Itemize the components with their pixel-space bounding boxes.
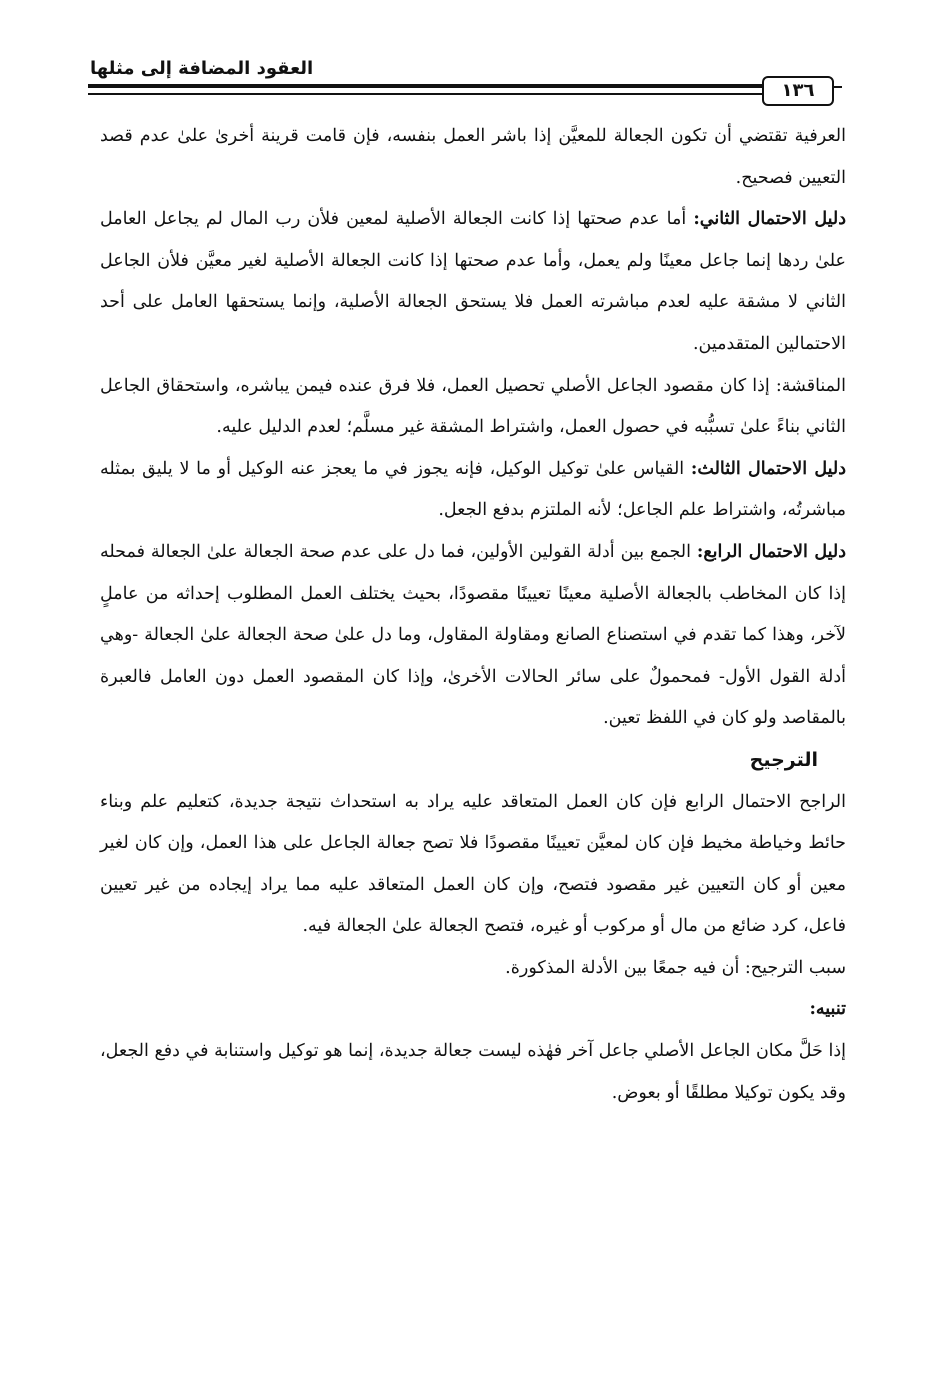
running-title: العقود المضافة إلى مثلها xyxy=(90,58,314,79)
heading-tarjih: الترجيح xyxy=(749,748,818,771)
paragraph-tarjih: الراجح الاحتمال الرابع فإن كان العمل المتعاقد عليه يراد به استحداث نتيجة جديدة، كتعليم علم وبناء حائط وخياطة مخيط فإن كان لمعيَّن تعيينًا مقصودًا فلا تصح جعالة الجاعل على هذا العمل، وإن كان لغير معين أو كان التعيين غير مقصود فتصح، وإن كان العمل المتعاقد عليه مما يراد إيجاده من غير تعيين فاعل، كرد ضائع من مال أو مركوب أو غيره، فتصح الجعالة علىٰ الجعالة فيه. xyxy=(100,791,846,937)
lead-fourth-possibility: دليل الاحتمال الرابع: xyxy=(696,541,846,562)
text-fourth-possibility: الجمع بين أدلة القولين الأولين، فما دل على عدم صحة الجعالة علىٰ الجعالة فمحله إذا كان المخاطب بالجعالة الأصلية معينًا تعيينًا مقصودًا، بحيث يختلف العمل المطلوب إحداثه من عاملٍ لآخر، وهذا كما تقدم في استصناع الصانع ومقاولة المقاول، وما دل علىٰ صحة الجعالة علىٰ الجعالة -وهي أدلة القول الأول- فمحمولٌ على سائر الحالات الأخرىٰ، وإذا كان المقصود العمل دون العامل فالعبرة بالمقاصد ولو كان في اللفظ تعين. xyxy=(100,541,846,729)
text-second-possibility: أما عدم صحتها إذا كانت الجعالة الأصلية لمعين فلأن رب المال لم يجاعل العامل علىٰ ردها إنما جاعل معينًا ولم يعمل، وأما عدم صحتها إذا كانت الجعالة الأصلية لغير معيَّن فلأن الجاعل الثاني لا مشقة عليه لعدم مباشرته العمل فلا يستحق الجعالة الأصلية، وإنما يستحقها العامل على أحد الاحتمالين المتقدمين. xyxy=(100,209,846,354)
page-number: ١٣٦ xyxy=(762,76,834,106)
header-rule-thick xyxy=(88,84,768,88)
lead-third-possibility: دليل الاحتمال الثالث: xyxy=(690,458,847,479)
page-body xyxy=(100,116,846,1114)
paragraph-tanbih: إذا حَلَّ مكان الجاعل الأصلي جاعل آخر فهٰذه ليست جعالة جديدة، إنما هو توكيل واستنابة في دفع الجعل، وقد يكون توكيلا مطلقًا أو بعوض. xyxy=(100,1041,846,1103)
paragraph-1: العرفية تقتضي أن تكون الجعالة للمعيَّن إذا باشر العمل بنفسه، فإن قامت قرينة أخرىٰ علىٰ عدم قصد التعيين فصحيح. xyxy=(100,126,846,188)
heading-tanbih: تنبيه: xyxy=(809,999,846,1020)
paragraph-discussion: المناقشة: إذا كان مقصود الجاعل الأصلي تحصيل العمل، فلا فرق عنده فيمن يباشره، واستحقاق الجاعل الثاني بناءً علىٰ تسبُّبه في حصول العمل، واشتراط المشقة غير مسلَّم؛ لعدم الدليل عليه. xyxy=(100,375,846,438)
paragraph-tarjih-reason: سبب الترجيح: أن فيه جمعًا بين الأدلة المذكورة. xyxy=(505,957,846,978)
text-third-possibility: القياس علىٰ توكيل الوكيل، فإنه يجوز في ما يعجز عنه الوكيل أو ما لا يليق بمثله مباشرتُه، واشتراط علم الجاعل؛ لأنه الملتزم بدفع الجعل. xyxy=(100,458,846,521)
paragraph-fourth-possibility xyxy=(100,532,846,740)
paragraph-second-possibility xyxy=(100,199,846,365)
paragraph-third-possibility xyxy=(100,449,846,532)
header-rule-thin xyxy=(88,93,768,95)
lead-second-possibility: دليل الاحتمال الثاني: xyxy=(693,209,846,230)
